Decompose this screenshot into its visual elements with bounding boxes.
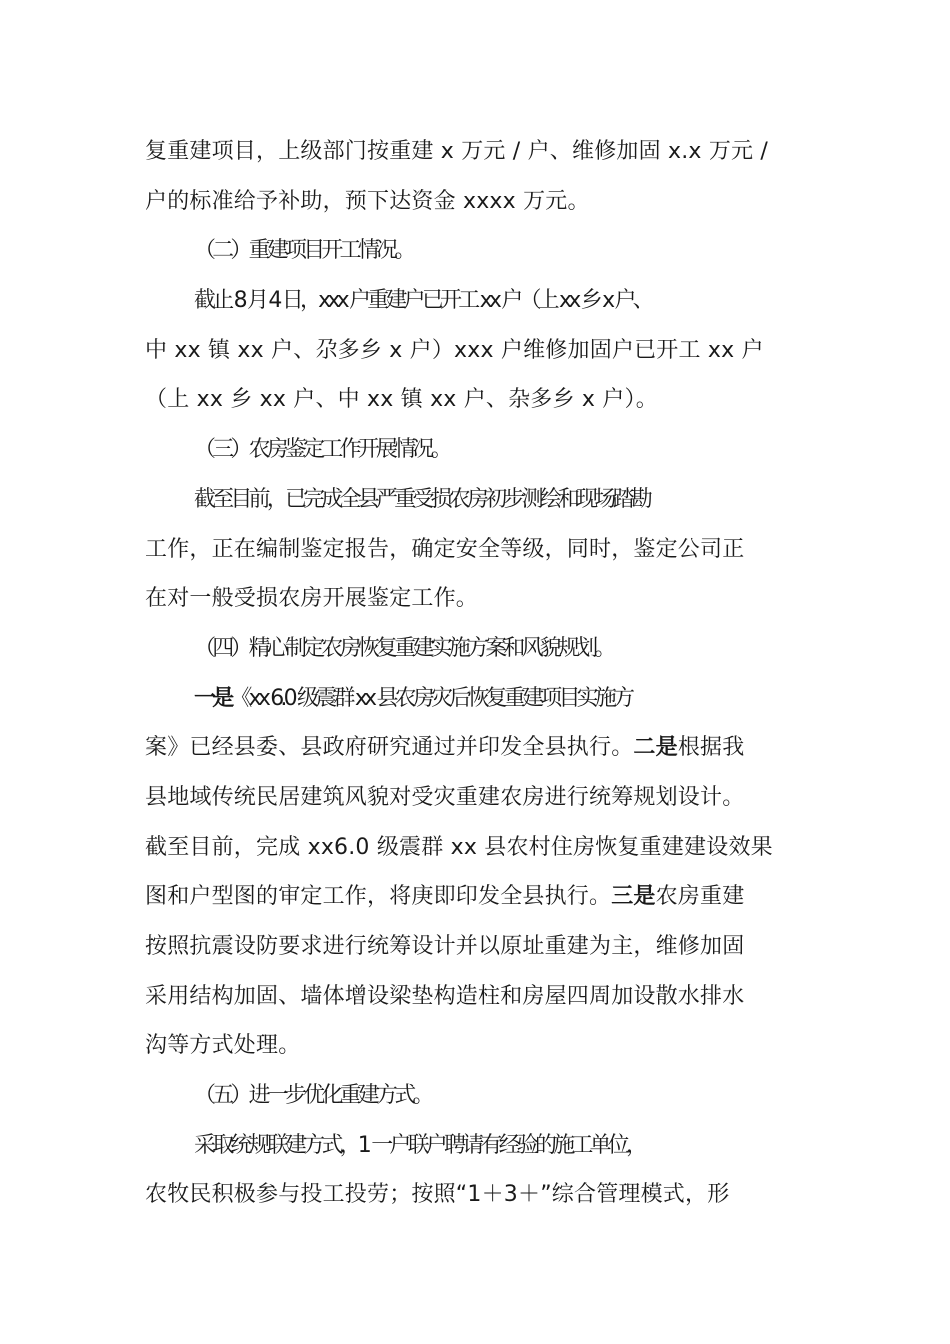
text-line [145, 972, 805, 1022]
text-run: 沟等方式处理。 [145, 1033, 301, 1059]
text-run: 案》已经县委、县政府研究通过并印发全县执行。 [145, 735, 634, 761]
section-heading [145, 624, 805, 674]
text-run: （二）重建项目开工情况。 [194, 238, 413, 264]
text-line [145, 326, 805, 376]
bold-run: 三是 [611, 884, 656, 910]
text-line [145, 525, 805, 575]
text-line [145, 127, 805, 177]
document-body [145, 127, 805, 1220]
text-run: 户的标准给予补助，预下达资金 xxxx 万元。 [145, 188, 590, 214]
text-run: 截至目前，已完成全县严重受损农房初步测绘和现场踏勘 [194, 486, 650, 512]
text-run: （上 xx 乡 xx 户、中 xx 镇 xx 户、杂多乡 x 户）。 [145, 387, 658, 413]
section-heading [145, 425, 805, 475]
text-run: 图和户型图的审定工作，将庚即印发全县执行。 [145, 884, 612, 910]
bold-run: 二是 [633, 735, 678, 761]
text-line [145, 922, 805, 972]
section-heading [145, 226, 805, 276]
text-run: 中 xx 镇 xx 户、尕多乡 x 户）xxx 户维修加固户已开工 xx 户 [145, 337, 764, 363]
text-line [145, 1170, 805, 1220]
text-line [145, 1121, 805, 1171]
text-line [145, 177, 805, 227]
section-heading [145, 1071, 805, 1121]
text-run: 采用结构加固、墙体增设梁垫构造柱和房屋四周加设散水排水 [145, 983, 745, 1009]
text-line [145, 823, 805, 873]
text-run: 根据我 [677, 735, 745, 761]
text-line [145, 475, 805, 525]
bold-run: 一是 [194, 685, 231, 711]
text-run: 截止 8 月 4 日，xxx 户重建户已开工 xx 户（上 xx 乡 x 户、 [194, 288, 651, 314]
text-run: （四）精心制定农房恢复重建实施方案和风貌规划。 [194, 635, 613, 661]
text-run: （三）农房鉴定工作开展情况。 [194, 437, 449, 463]
text-line [145, 723, 805, 773]
text-line [145, 276, 805, 326]
text-run: 县地域传统民居建筑风貌对受灾重建农房进行统筹规划设计。 [145, 784, 745, 810]
text-line [145, 1021, 805, 1071]
text-run: 工作，正在编制鉴定报告，确定安全等级，同时，鉴定公司正 [145, 536, 745, 562]
text-run: 复重建项目，上级部门按重建 x 万元 / 户、维修加固 x.x 万元 / [145, 139, 769, 164]
text-run: 《xx 6.0 级震群 xx 县农房灾后恢复重建项目实施方 [230, 685, 632, 711]
text-run: 截至目前，完成 xx6.0 级震群 xx 县农村住房恢复重建建设效果 [145, 834, 773, 860]
text-line [145, 674, 805, 724]
text-line [145, 375, 805, 425]
text-run: 农房重建 [655, 884, 745, 910]
text-run: 农牧民积极参与投工投劳；按照“1＋3＋”综合管理模式，形 [145, 1182, 730, 1208]
text-run: （五）进一步优化重建方式。 [194, 1083, 431, 1109]
text-line [145, 773, 805, 823]
text-run: 采取统规联建方式，1 一户联户聘请有经验的施工单位， [194, 1132, 645, 1158]
text-run: 在对一般受损农房开展鉴定工作。 [145, 586, 479, 612]
text-line [145, 872, 805, 922]
text-run: 按照抗震设防要求进行统筹设计并以原址重建为主，维修加固 [145, 934, 745, 959]
text-line [145, 574, 805, 624]
